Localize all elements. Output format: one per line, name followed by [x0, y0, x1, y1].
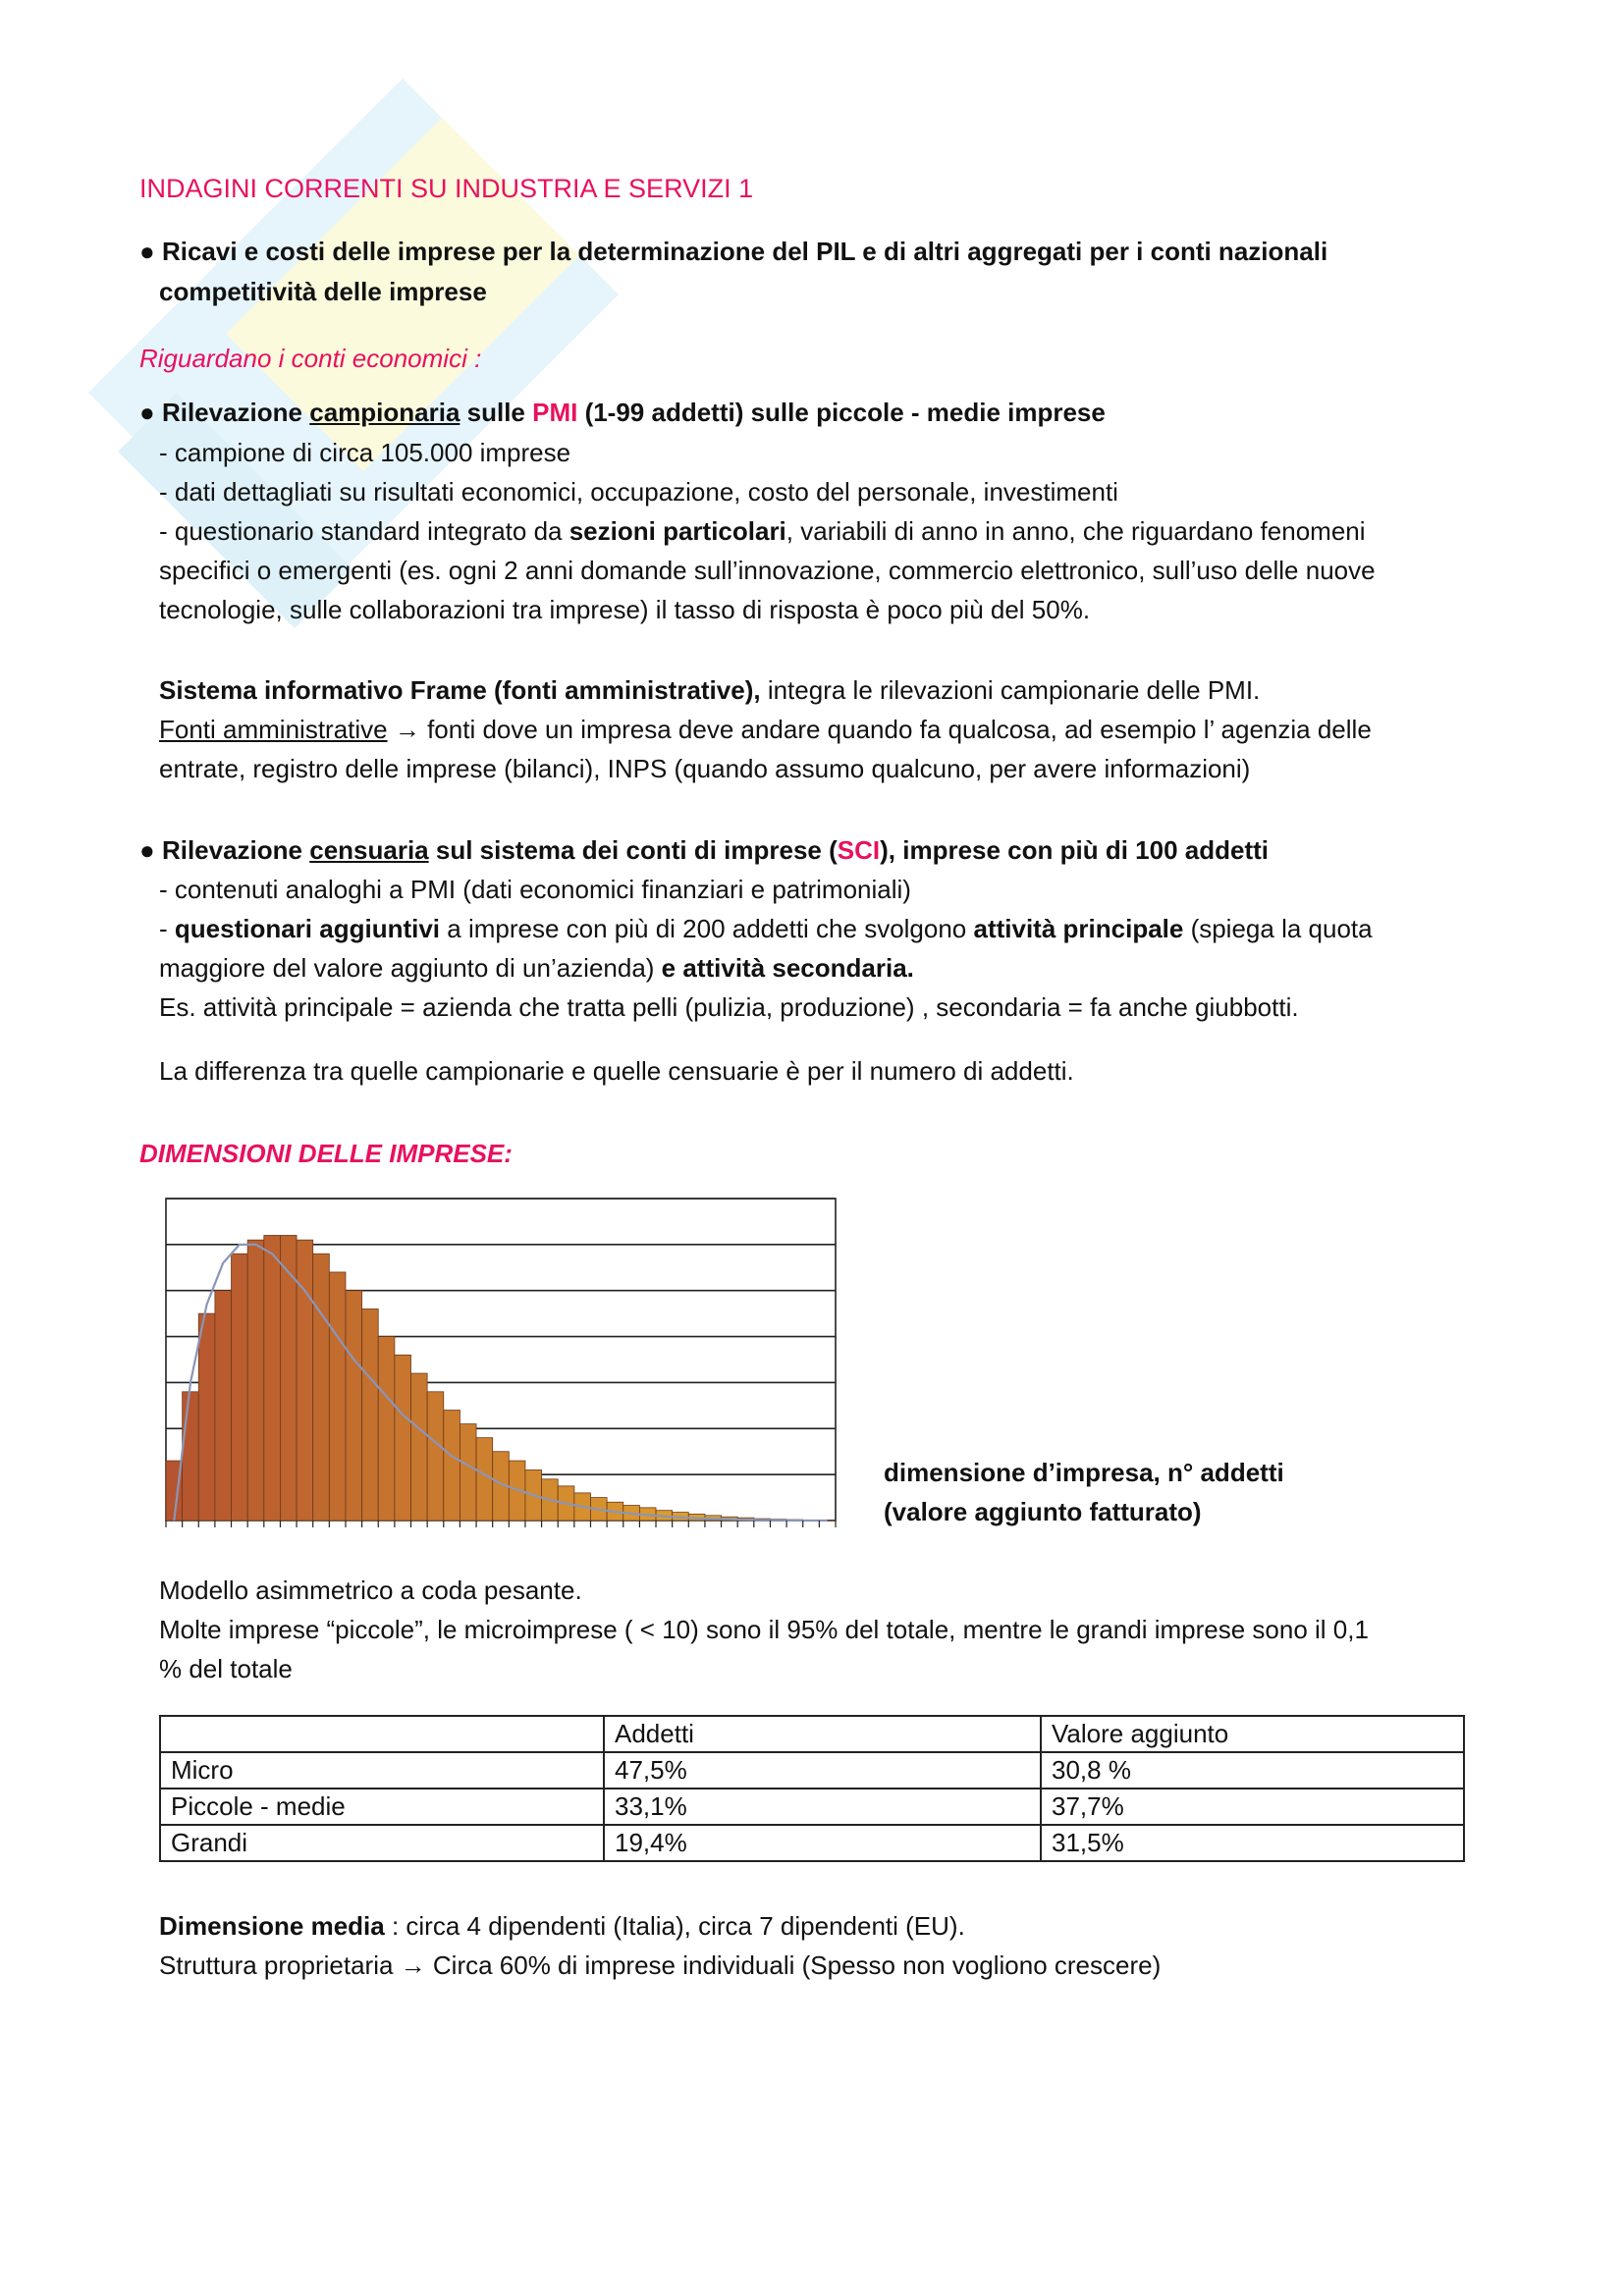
intro-text: Ricavi e costi delle imprese per la determinazione del PIL e di altri aggregati per i conti nazionali [161, 237, 1328, 266]
detail-bold: questionari aggiuntivi [174, 914, 441, 943]
frame-text: fonti dove un impresa deve andare quando fa qualcosa, ad esempio l’ agenzia delle [419, 715, 1372, 744]
detail-text: , variabili di anno in anno, che riguardano fenomeni [785, 516, 1366, 546]
histogram-bar [247, 1240, 264, 1521]
size-share-table [159, 1715, 1465, 1862]
campionaria-detail-2: - dati dettagliati su risultati economici, occupazione, costo del personale, investimenti [159, 477, 1118, 507]
histogram-bar [198, 1313, 215, 1521]
table-cell: 30,8 % [1041, 1752, 1464, 1789]
bullet: ● [139, 237, 155, 266]
chart-caption-line-1: dimensione d’impresa, n° addetti [884, 1458, 1284, 1487]
footer-line-1 [159, 1906, 965, 1946]
censuaria-detail-5: La differenza tra quelle campionarie e quelle censuarie è per il numero di addetti. [159, 1056, 1074, 1086]
campionaria-heading [139, 393, 1106, 432]
heading-text: Rilevazione [161, 835, 310, 865]
modello-line-2: Molte imprese “piccole”, le microimprese ( < 10) sono il 95% del totale, mentre le grandi imprese sono il 0,1 [159, 1615, 1369, 1644]
histogram-bar [313, 1254, 330, 1521]
histogram-bar [183, 1392, 199, 1521]
censuaria-detail-4: Es. attività principale = azienda che tratta pelli (pulizia, produzione) , secondaria = fa anche giubbotti. [159, 992, 1299, 1022]
histogram-bar [395, 1355, 411, 1521]
detail-text: a imprese con più di 200 addetti che svolgono [440, 914, 974, 943]
heading-text: sulle [460, 398, 533, 427]
footer-text: : circa 4 dipendenti (Italia), circa 7 dipendenti (EU). [384, 1911, 965, 1941]
frame-bold: Sistema informativo Frame (fonti amministrative), [159, 675, 761, 705]
histogram-bar [264, 1235, 281, 1521]
campionaria-detail-3 [159, 511, 1366, 551]
histogram-bar [411, 1373, 428, 1521]
arrow-icon: → [394, 715, 420, 744]
bullet: ● [139, 835, 155, 865]
heading-text: sul sistema dei conti di imprese ( [428, 835, 838, 865]
campionaria-detail-5: tecnologie, sulle collaborazioni tra imprese) il tasso di risposta è poco più del 50%. [159, 595, 1091, 624]
table-row [160, 1752, 1464, 1789]
intro-line-2: competitività delle imprese [159, 277, 487, 306]
censuaria-heading [139, 830, 1269, 870]
table-header-cell: Valore aggiunto [1041, 1716, 1464, 1752]
detail-text: maggiore del valore aggiunto di un’azienda) [159, 953, 662, 983]
histogram-bar [346, 1291, 362, 1521]
campionaria-detail-1: - campione di circa 105.000 imprese [159, 438, 571, 467]
intro-line-1 [139, 232, 1327, 271]
chart-caption-line-2: (valore aggiunto fatturato) [884, 1497, 1202, 1526]
table-cell: 31,5% [1041, 1825, 1464, 1861]
modello-line-1: Modello asimmetrico a coda pesante. [159, 1575, 582, 1605]
histogram-bar [444, 1411, 460, 1521]
frame-underlined: Fonti amministrative [159, 715, 388, 744]
table-cell: 47,5% [604, 1752, 1041, 1789]
footer-text: Circa 60% di imprese individuali (Spesso non vogliono crescere) [425, 1950, 1162, 1980]
detail-bold: sezioni particolari [568, 516, 786, 546]
table-cell: 37,7% [1041, 1789, 1464, 1825]
frame-line-3: entrate, registro delle imprese (bilanci), INPS (quando assumo qualcuno, per avere informazioni) [159, 754, 1251, 783]
histogram-bar [476, 1438, 493, 1521]
heading-text: Rilevazione [161, 398, 310, 427]
histogram-bar [329, 1272, 346, 1521]
pmi-highlight: PMI [532, 398, 578, 427]
table-header-cell [160, 1716, 604, 1752]
detail-bold: attività principale [973, 914, 1184, 943]
censuaria-detail-3 [159, 948, 914, 988]
heading-underlined: campionaria [309, 398, 460, 427]
histogram-bar [215, 1291, 232, 1521]
campionaria-detail-4: specifici o emergenti (es. ogni 2 anni domande sull’innovazione, commercio elettronico, sull’uso delle nuove [159, 556, 1376, 585]
detail-text: - questionario standard integrato da [159, 516, 569, 546]
sci-highlight: SCI [837, 835, 881, 865]
section-subtitle: Riguardano i conti economici : [139, 344, 482, 373]
table-cell: Grandi [160, 1825, 604, 1861]
table-row [160, 1825, 1464, 1861]
dimensioni-title: DIMENSIONI DELLE IMPRESE: [139, 1139, 513, 1168]
modello-line-3: % del totale [159, 1654, 293, 1683]
frame-line-2 [159, 710, 1372, 749]
heading-underlined: censuaria [309, 835, 429, 865]
table-header-cell: Addetti [604, 1716, 1041, 1752]
censuaria-detail-2 [159, 909, 1373, 948]
histogram-bar [378, 1337, 395, 1521]
histogram-bar [297, 1240, 313, 1521]
table-cell: 33,1% [604, 1789, 1041, 1825]
bullet: ● [139, 398, 155, 427]
footer-text: Struttura proprietaria [159, 1950, 401, 1980]
histogram-bar [232, 1254, 248, 1521]
frame-line-1 [159, 670, 1260, 710]
table-row [160, 1789, 1464, 1825]
histogram-bar [427, 1392, 444, 1521]
page-title: INDAGINI CORRENTI SU INDUSTRIA E SERVIZI 1 [139, 174, 754, 203]
heading-text: ), imprese con più di 100 addetti [880, 835, 1269, 865]
histogram-bar [362, 1308, 379, 1521]
detail-text: (spiega la quota [1183, 914, 1373, 943]
heading-text: (1-99 addetti) sulle piccole - medie imprese [577, 398, 1106, 427]
censuaria-detail-1: - contenuti analoghi a PMI (dati economici finanziari e patrimoniali) [159, 875, 911, 904]
table-cell: Micro [160, 1752, 604, 1789]
size-distribution-chart [162, 1193, 839, 1544]
detail-bold: e attività secondaria. [661, 953, 914, 983]
arrow-icon: → [400, 1950, 426, 1980]
footer-bold: Dimensione media [159, 1911, 385, 1941]
table-cell: 19,4% [604, 1825, 1041, 1861]
frame-text: integra le rilevazioni campionarie delle PMI. [760, 675, 1261, 705]
detail-text: - [159, 914, 175, 943]
table-header-row [160, 1716, 1464, 1752]
footer-line-2 [159, 1946, 1161, 1985]
table-cell: Piccole - medie [160, 1789, 604, 1825]
histogram-bar [460, 1424, 476, 1521]
